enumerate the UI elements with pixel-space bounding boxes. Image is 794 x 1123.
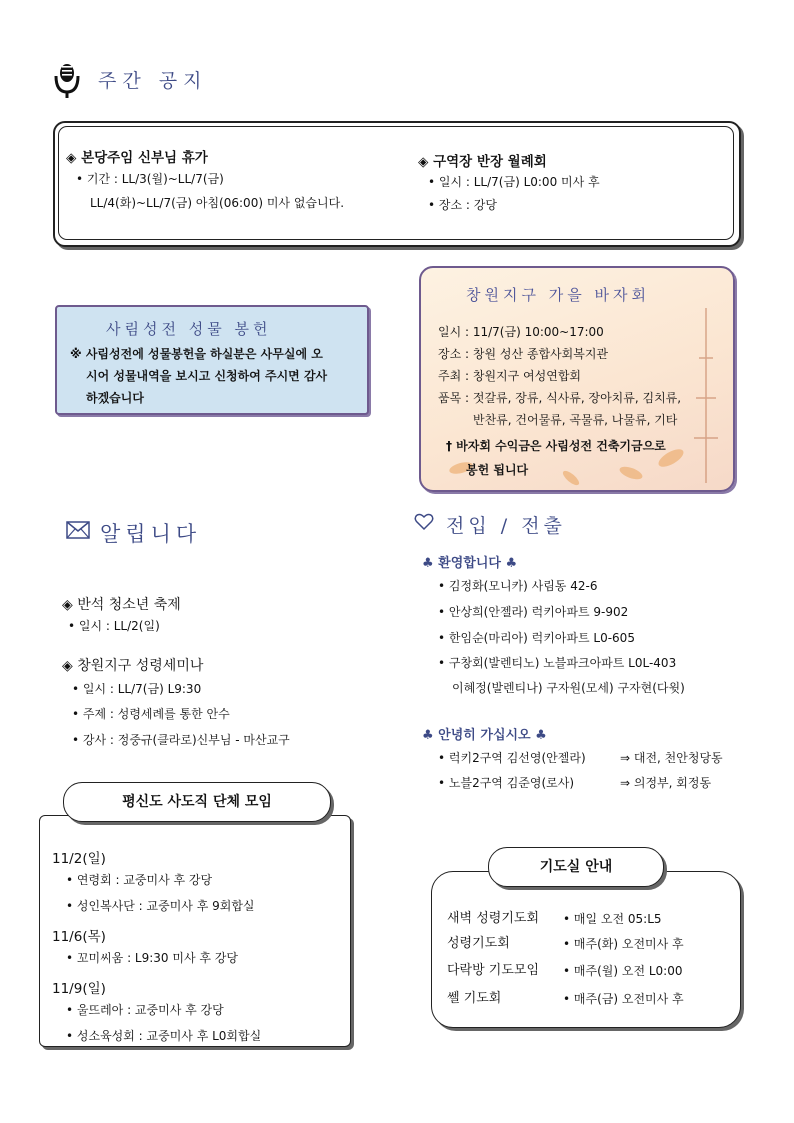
vacation-heading: ◈ 본당주임 신부님 휴가	[66, 150, 208, 166]
farewell-entry: • 럭키2구역 김선영(안젤라)	[438, 751, 586, 765]
prayer-group-name: 다락방 기도모임	[447, 963, 540, 978]
seminar-heading: ◈ 창원지구 성령세미나	[62, 658, 204, 674]
envelope-icon	[66, 521, 90, 539]
prayer-group-time: • 매주(월) 오전 L0:00	[563, 964, 683, 978]
youth-festival-date: • 일시 : LL/2(일)	[68, 619, 160, 633]
welcome-entry: • 구창회(발렌티노) 노블파크아파트 L0L-403	[438, 656, 677, 670]
microphone-icon	[52, 62, 82, 100]
relic-offering-text-2: 시어 성물내역을 보시고 신청하여 주시면 감사	[86, 369, 328, 383]
relic-offering-title: 사림성전 성물 봉헌	[106, 320, 272, 338]
prayer-group-name: 쎌 기도회	[447, 991, 502, 1006]
prayer-group-name: 새벽 성령기도회	[447, 911, 540, 926]
vacation-period: • 기간 : LL/3(월)~LL/7(금)	[76, 172, 224, 186]
bazaar-note-cont: 봉헌 됩니다	[466, 463, 529, 477]
welcome-heading: ♣ 환영합니다 ♣	[422, 556, 518, 571]
farewell-entry: • 노블2구역 김준영(로사)	[438, 776, 575, 790]
farewell-destination: ⇒ 의정부, 회정동	[620, 776, 712, 790]
bazaar-place: 장소 : 창원 성산 종합사회복지관	[438, 347, 608, 361]
farewell-heading: ♣ 안녕히 가십시오 ♣	[422, 728, 547, 743]
seminar-topic: • 주제 : 성령세례를 통한 안수	[72, 707, 230, 721]
laity-item: • 성소육성회 : 교중미사 후 L0회합실	[66, 1029, 262, 1043]
prayer-group-time: • 매주(금) 오전미사 후	[563, 992, 684, 1006]
youth-festival-heading: ◈ 반석 청소년 축제	[62, 597, 181, 613]
monthly-meeting-place: • 장소 : 강당	[428, 198, 497, 212]
page-title: 주간 공지	[98, 70, 208, 92]
prayer-group-time: • 매주(화) 오전미사 후	[563, 937, 684, 951]
laity-item: • 울뜨레아 : 교중미사 후 강당	[66, 1003, 224, 1017]
welcome-entry: • 한임순(마리아) 럭키아파트 L0-605	[438, 631, 635, 645]
laity-group-title: 평신도 사도직 단체 모임	[63, 782, 331, 822]
seminar-speaker: • 강사 : 정중규(클라로)신부님 - 마산교구	[72, 733, 290, 747]
welcome-entry: • 김정화(모니카) 사림동 42-6	[438, 579, 598, 593]
prayer-room-title: 기도실 안내	[488, 847, 664, 887]
laity-day-3: 11/9(일)	[52, 981, 106, 997]
bazaar-items: 품목 : 젓갈류, 장류, 식사류, 장아치류, 김치류,	[438, 391, 682, 405]
laity-day-2: 11/6(목)	[52, 929, 106, 945]
laity-item: • 꼬미씨움 : L9:30 미사 후 강당	[66, 951, 238, 965]
heart-icon	[414, 512, 434, 532]
relic-offering-text-3: 하겠습니다	[86, 391, 144, 405]
farewell-destination: ⇒ 대전, 천안청당동	[620, 751, 723, 765]
bazaar-host: 주최 : 창원지구 여성연합회	[438, 369, 581, 383]
laity-day-1: 11/2(일)	[52, 851, 106, 867]
prayer-group-time: • 매일 오전 05:L5	[563, 912, 662, 926]
vacation-no-mass: LL/4(화)~LL/7(금) 아침(06:00) 미사 없습니다.	[90, 196, 345, 210]
bazaar-title: 창원지구 가을 바자회	[466, 286, 650, 304]
laity-item: • 성인복사단 : 교중미사 후 9회합실	[66, 899, 255, 913]
relic-offering-text-1: ※ 사림성전에 성물봉헌을 하실분은 사무실에 오	[70, 347, 323, 361]
bazaar-note: † 바자회 수익금은 사림성전 건축기금으로	[446, 439, 666, 453]
seminar-date: • 일시 : LL/7(금) L9:30	[72, 682, 202, 696]
laity-item: • 연령회 : 교중미사 후 강당	[66, 873, 213, 887]
notices-title: 알립니다	[100, 522, 202, 546]
welcome-entry: • 안상희(안젤라) 럭키아파트 9-902	[438, 605, 629, 619]
monthly-meeting-heading: ◈ 구역장 반장 월례회	[418, 154, 547, 170]
prayer-group-name: 성령기도회	[447, 936, 510, 951]
transfer-title: 전입 / 전출	[446, 515, 566, 537]
bazaar-date: 일시 : 11/7(금) 10:00~17:00	[438, 325, 604, 339]
bazaar-items-cont: 반찬류, 건어물류, 곡물류, 나물류, 기타	[473, 413, 678, 427]
welcome-entry: 이혜정(발렌티나) 구자원(모세) 구자현(다윗)	[452, 681, 685, 695]
monthly-meeting-time: • 일시 : LL/7(금) L0:00 미사 후	[428, 175, 600, 189]
